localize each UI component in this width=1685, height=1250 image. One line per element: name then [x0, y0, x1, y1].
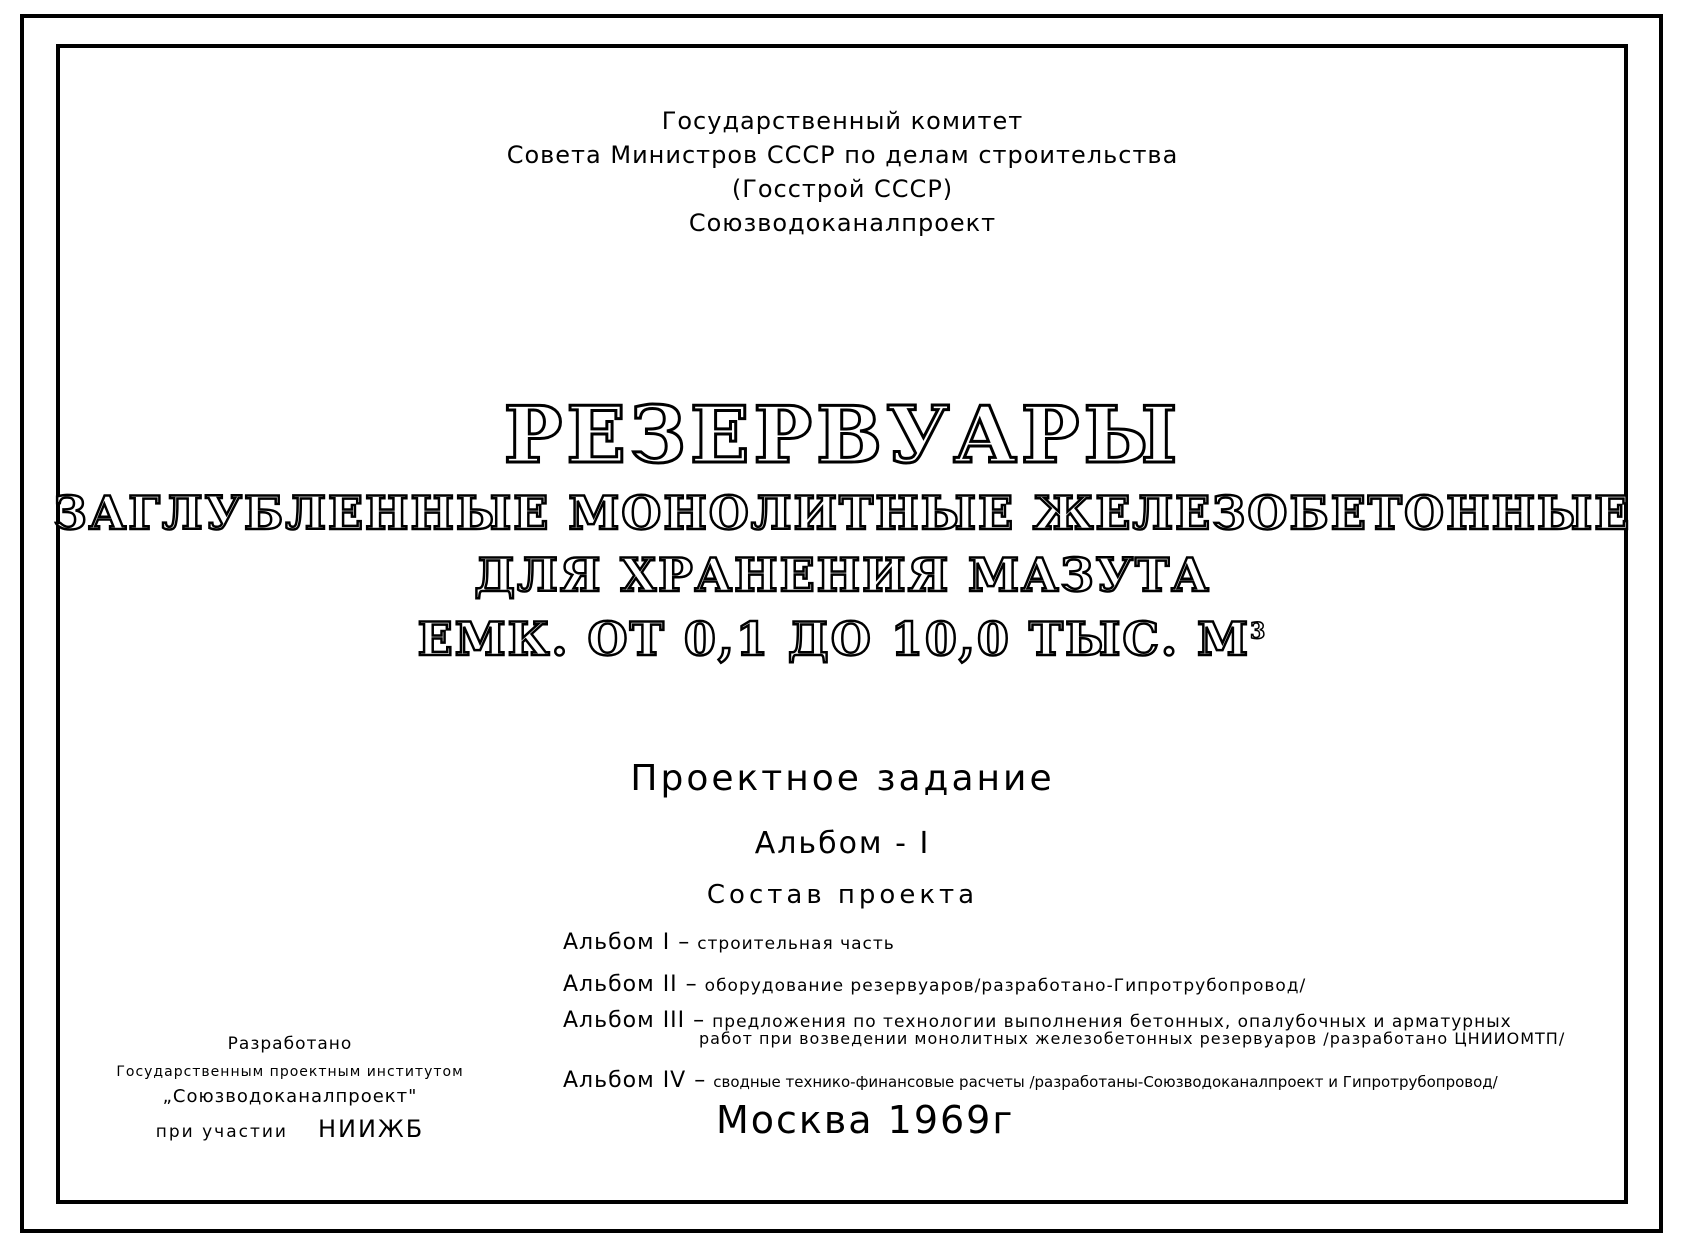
developer-participation [110, 1115, 470, 1143]
contents-item: Альбом IV – сводные технико-финансовые расчеты /разработаны-Союзводоканалпроект и Гипротрубопровод/ [563, 1068, 1498, 1093]
subtitle-line-1: ЗАГЛУБЛЕННЫЕ МОНОЛИТНЫЕ ЖЕЛЕЗОБЕТОННЫЕ [53, 486, 1632, 540]
capacity-unit-superscript: 3 [1250, 618, 1268, 645]
developer-institute-name: „Союзводоканалпроект" [162, 1086, 418, 1107]
contents-item: Альбом I – строительная часть [563, 930, 895, 955]
contents-heading: Состав проекта [706, 880, 979, 910]
contents-item-text: оборудование резервуаров/разработано-Гипротрубопровод/ [704, 976, 1307, 996]
contents-item: Альбом III – предложения по технологии выполнения бетонных, опалубочных и арматурных работ при возведении монолитных железобетонных резервуаров /разработано ЦНИИОМТП/ [563, 1008, 1566, 1048]
participant-org: НИИЖБ [317, 1115, 425, 1143]
contents-item-text: предложения по технологии выполнения бетонных, опалубочных и арматурных [712, 1012, 1512, 1032]
subtitle-line-2: ДЛЯ ХРАНЕНИЯ МАЗУТА [474, 548, 1211, 602]
capacity-text: ЕМК. ОТ 0,1 ДО 10,0 ТЫС. М [417, 612, 1250, 666]
document-title: РЕЗЕРВУАРЫ [503, 390, 1182, 481]
developer-block [110, 1034, 470, 1143]
city-year: Москва 1969г [716, 1098, 1015, 1142]
subtitle-line-3 [0, 612, 1685, 666]
contents-item-label: Альбом I [563, 930, 671, 955]
contents-item-label: Альбом IV [563, 1068, 687, 1093]
project-stage: Проектное задание [630, 758, 1055, 799]
developer-label: Разработано [227, 1034, 353, 1054]
contents-item-label: Альбом II [563, 972, 678, 997]
developer-institute-type: Государственным проектным институтом [116, 1064, 464, 1080]
contents-item-text: сводные технико-финансовые расчеты /разработаны-Союзводоканалпроект и Гипротрубопровод/ [713, 1073, 1498, 1091]
org-line-3: (Госстрой СССР) [731, 175, 954, 203]
contents-item-text: строительная часть [697, 934, 895, 954]
album-number: Альбом - I [754, 826, 931, 861]
org-line-4: Союзводоканалпроект [688, 209, 997, 237]
contents-item: Альбом II – оборудование резервуаров/разработано-Гипротрубопровод/ [563, 972, 1307, 997]
contents-item-text-continued: работ при возведении монолитных железобетонных резервуаров /разработано ЦНИИОМТП/ [699, 1029, 1566, 1048]
participation-label: при участии [155, 1122, 288, 1142]
org-line-1: Государственный комитет [661, 107, 1024, 135]
org-line-2: Совета Министров СССР по делам строительства [506, 141, 1179, 169]
contents-item-label: Альбом III [563, 1008, 686, 1033]
